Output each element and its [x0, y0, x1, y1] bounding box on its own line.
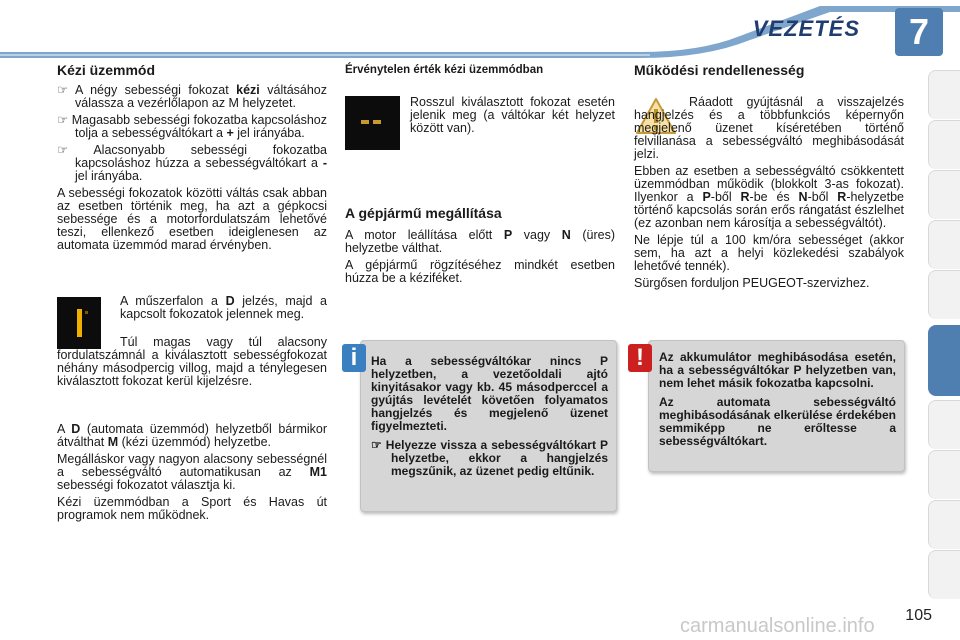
para-invalid-gear: Rosszul kiválasztott fokozat esetén jelenik meg (a váltókar két helyzet között van).	[410, 95, 615, 135]
info-icon: i	[342, 344, 366, 372]
bullet-shift-down: ☞ Alacsonyabb sebességi fokozatba kapcsoláshoz húzza a sebességváltókart a - jel irányába.	[57, 143, 327, 183]
chapter-tab-7-active[interactable]	[928, 325, 960, 396]
chapter-tab-2[interactable]	[928, 120, 960, 169]
chapter-tab-4[interactable]	[928, 220, 960, 269]
invalid-text-block	[410, 96, 615, 139]
warning-box	[648, 340, 905, 472]
chapter-tab-10[interactable]	[928, 500, 960, 549]
column-manual-mode	[57, 62, 327, 256]
section-title-malfunction: Működési rendellenesség	[634, 62, 805, 78]
warning-icon: !	[628, 344, 652, 372]
chapter-tab-3[interactable]	[928, 170, 960, 219]
para-d-to-m: A D (automata üzemmód) helyzetből bármikor átválthat M (kézi üzemmód) helyzetbe.	[57, 422, 327, 449]
info-box	[360, 340, 617, 512]
para-flash-gear: Túl magas vagy túl alacsony fordulatszámnál a kiválasztott sebességfokozat néhány másodpercig villog, majd a ténylegesen kiválasztott fokozat kerül kijelzésre.	[57, 335, 327, 388]
section-title-manual-mode: Kézi üzemmód	[57, 62, 156, 78]
section-title-stop: A gépjármű megállítása	[345, 205, 502, 221]
para-warning-light: Ráadott gyújtásnál a visszajelzés hangjelzés és a többfunkciós képernyőn megjelenő üzenet kíséretében történő felvillanása a sebességváltó meghibásodását jelzi.	[634, 95, 904, 161]
invalid-gear-icon	[345, 96, 400, 150]
malfunction-text	[634, 96, 904, 294]
para-service: Sürgősen forduljon PEUGEOT-szervizhez.	[634, 276, 870, 290]
bullet-shift-up: ☞ Magasabb sebességi fokozatba kapcsoláshoz tolja a sebességváltókart a + jel irányába.	[57, 113, 327, 140]
para-m1-select: Megálláskor vagy nagyon alacsony sebességnél a sebességváltó automatikusan az M1 sebességi fokozatot választja ki.	[57, 452, 327, 492]
para-programs: Kézi üzemmódban a Sport és Havas út programok nem működnek.	[57, 495, 327, 522]
para-stop-engine: A motor leállítása előtt P vagy N (üres) helyzetbe válthat.	[345, 228, 615, 255]
info-bullet: ☞ Helyezze vissza a sebességváltókart P helyzetbe, ekkor a hangjelzés megszűnik, az üzenet pedig eltűnik.	[371, 438, 608, 478]
para-degraded-mode: Ebben az esetben a sebességváltó csökkentett üzemmódban működik (blokkolt 3-as fokozat). Ilyenkor a P-ből R-be és N-ből R-helyzetbe történő kapcsolás során erős rángatást észlelhet (ez azonban nem károsítja a sebességváltót).	[634, 164, 905, 230]
chapter-tab-5[interactable]	[928, 270, 960, 319]
column-malfunction	[634, 62, 904, 78]
watermark: carmanualsonline.info	[680, 615, 875, 637]
para-dash-display: A műszerfalon a D jelzés, majd a kapcsolt fokozatok jelennek meg.	[120, 294, 327, 321]
para-handbrake: A gépjármű rögzítéséhez mindkét esetben húzza be a kéziféket.	[345, 258, 615, 285]
bullet-manual-select: ☞ A négy sebességi fokozat kézi váltásához válassza a vezérlőlapon az M helyzetet.	[57, 83, 328, 110]
dash-text-block-2	[57, 336, 327, 392]
dash-text-block	[120, 295, 327, 325]
page-title: VEZETÉS	[752, 16, 860, 41]
chapter-tab-1[interactable]	[928, 70, 960, 119]
chapter-tab-8[interactable]	[928, 400, 960, 449]
column-stop-vehicle	[345, 205, 615, 289]
chapter-tab-9[interactable]	[928, 450, 960, 499]
chapter-number: 7	[895, 8, 943, 56]
warning-text-battery: Az akkumulátor meghibásodása esetén, ha a sebességváltókar P helyzetben van, nem lehet másik fokozatba kapcsolni.	[659, 350, 896, 390]
page-number: 105	[905, 607, 932, 624]
info-text: Ha a sebességváltókar nincs P helyzetben, a vezetőoldali ajtó kinyitásakor vagy kb. 45 másodperccel a gyújtás levételét követően folyamatos hangjelzés és megjelenő üzenet figyelmezteti.	[371, 354, 608, 433]
para-gear-change: A sebességi fokozatok közötti váltás csak abban az esetben történik meg, ha azt a gépkocsi sebessége és a motorfordulatszám lehetővé teszi, ellenkező esetben ideiglenesen az automata üzemmód marad érvényben.	[57, 186, 327, 252]
subtitle-invalid-value: Érvénytelen érték kézi üzemmódban	[345, 64, 544, 76]
column-manual-mode-lower	[57, 423, 327, 526]
para-speed-limit: Ne lépje túl a 100 km/óra sebességet (akkor sem, ha azt a helyi közlekedési szabályok lehetővé tennék).	[634, 233, 904, 273]
warning-text-force: Az automata sebességváltó meghibásodásának elkerülése érdekében semmiképp ne erőltesse a sebességváltókart.	[659, 395, 896, 448]
chapter-tab-11[interactable]	[928, 550, 960, 599]
